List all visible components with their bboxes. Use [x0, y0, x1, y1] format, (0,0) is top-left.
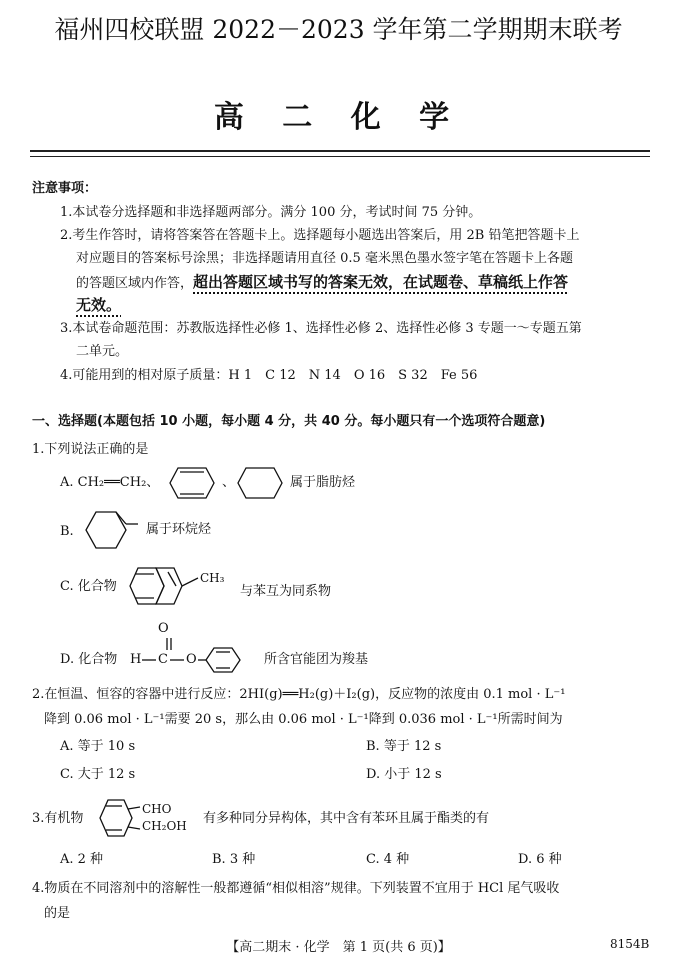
ester-h-label: H: [130, 652, 142, 667]
note-2-line-2: 对应题目的答案标号涂黑；非选择题请用直径 0.5 毫米黑色墨水签字笔在答题卡上各题: [76, 251, 573, 266]
benzene-ortho-structure: [98, 797, 144, 839]
q1-option-a-suffix: 属于脂肪烃: [290, 475, 356, 490]
q3-stem-suffix: 有多种同分异构体，其中含有苯环且属于酯类的有: [203, 811, 490, 826]
note-1: 1.本试卷分选择题和非选择题两部分。满分 100 分，考试时间 75 分钟。: [60, 205, 482, 220]
header-rule-thin: [30, 156, 650, 157]
carbonyl-o-label: O: [158, 621, 169, 636]
ester-o-label: O: [186, 652, 197, 667]
note-2-line-1: 2.考生作答时，请将答案答在答题卡上。选择题每小题选出答案后，用 2B 铅笔把答题卡上: [60, 228, 580, 243]
aldehyde-label: CHO: [142, 802, 172, 816]
note-4: 4.可能用到的相对原子质量：H 1 C 12 N 14 O 16 S 32 Fe 56: [60, 368, 478, 383]
note-2-line-3: [76, 273, 568, 293]
hydroxymethyl-label: CH₂OH: [142, 819, 187, 833]
q3-option-b: B. 3 种: [212, 852, 256, 867]
note-2-line-4: [76, 296, 121, 316]
notes-heading: 注意事项：: [32, 181, 98, 196]
q4-stem-line-2: 的是: [44, 906, 71, 921]
note-3-line-2: 二单元。: [76, 344, 129, 359]
paper-code: 8154B: [610, 937, 650, 951]
q1-option-d-prefix: D. 化合物: [60, 652, 118, 667]
ester-c-label: C: [158, 652, 168, 667]
q1-option-a-sep: 、: [222, 475, 236, 490]
q3-option-c: C. 4 种: [366, 852, 410, 867]
benzene-structure: [168, 466, 216, 500]
q2-option-a: A. 等于 10 s: [60, 739, 136, 754]
subject-title: 高 二 化 学: [213, 100, 464, 135]
header-rule-thick: [30, 150, 650, 152]
q1-option-b-suffix: 属于环烷烃: [146, 522, 212, 537]
q2-option-c: C. 大于 12 s: [60, 767, 136, 782]
methyl-label: CH₃: [200, 571, 225, 585]
exam-title: 福州四校联盟 2022－2023 学年第二学期期末联考: [54, 15, 623, 44]
note-2-line-3-text: 的答题区域内作答，: [76, 276, 194, 291]
q3-option-a: A. 2 种: [60, 852, 104, 867]
q2-stem-line-2: 降到 0.06 mol · L⁻¹需要 20 s，那么由 0.06 mol · L⁻¹降到 0.036 mol · L⁻¹所需时间为: [44, 712, 563, 727]
q1-option-b-prefix: B.: [60, 524, 74, 539]
q3-stem-prefix: 3.有机物: [32, 811, 84, 826]
q1-option-c-prefix: C. 化合物: [60, 579, 117, 594]
note-2-emphasis-end: 无效。: [76, 296, 122, 314]
cyclohexane-structure: [236, 466, 284, 500]
q3-option-d: D. 6 种: [518, 852, 562, 867]
q1-option-c-suffix: 与苯互为同系物: [240, 584, 332, 599]
q1-option-a-prefix: A. CH₂══CH₂、: [60, 475, 160, 490]
page-footer: 【高二期末 · 化学 第 1 页(共 6 页)】: [226, 940, 451, 955]
note-3-line-1: 3.本试卷命题范围：苏教版选择性必修 1、选择性必修 2、选择性必修 3 专题一～专题五第: [60, 321, 582, 336]
phenyl-formate-bonds: [140, 634, 250, 674]
q4-stem-line-1: 4.物质在不同溶剂中的溶解性一般都遵循“相似相溶”规律。下列装置不宜用于 HCl 尾气吸收: [32, 881, 560, 896]
methylcyclohexane-structure: [82, 506, 146, 554]
q1-stem: 1.下列说法正确的是: [32, 442, 149, 457]
q1-option-d-suffix: 所含官能团为羧基: [264, 652, 369, 667]
section-1-heading: 一、选择题(本题包括 10 小题，每小题 4 分，共 40 分。每小题只有一个选项符合题意): [32, 414, 546, 429]
q2-stem-line-1: 2.在恒温、恒容的容器中进行反应：2HI(g)══H₂(g)＋I₂(g)，反应物的浓度由 0.1 mol · L⁻¹: [32, 687, 566, 702]
note-2-emphasis: 超出答题区域书写的答案无效，在试题卷、草稿纸上作答: [193, 273, 569, 291]
q2-option-b: B. 等于 12 s: [366, 739, 442, 754]
q2-option-d: D. 小于 12 s: [366, 767, 442, 782]
